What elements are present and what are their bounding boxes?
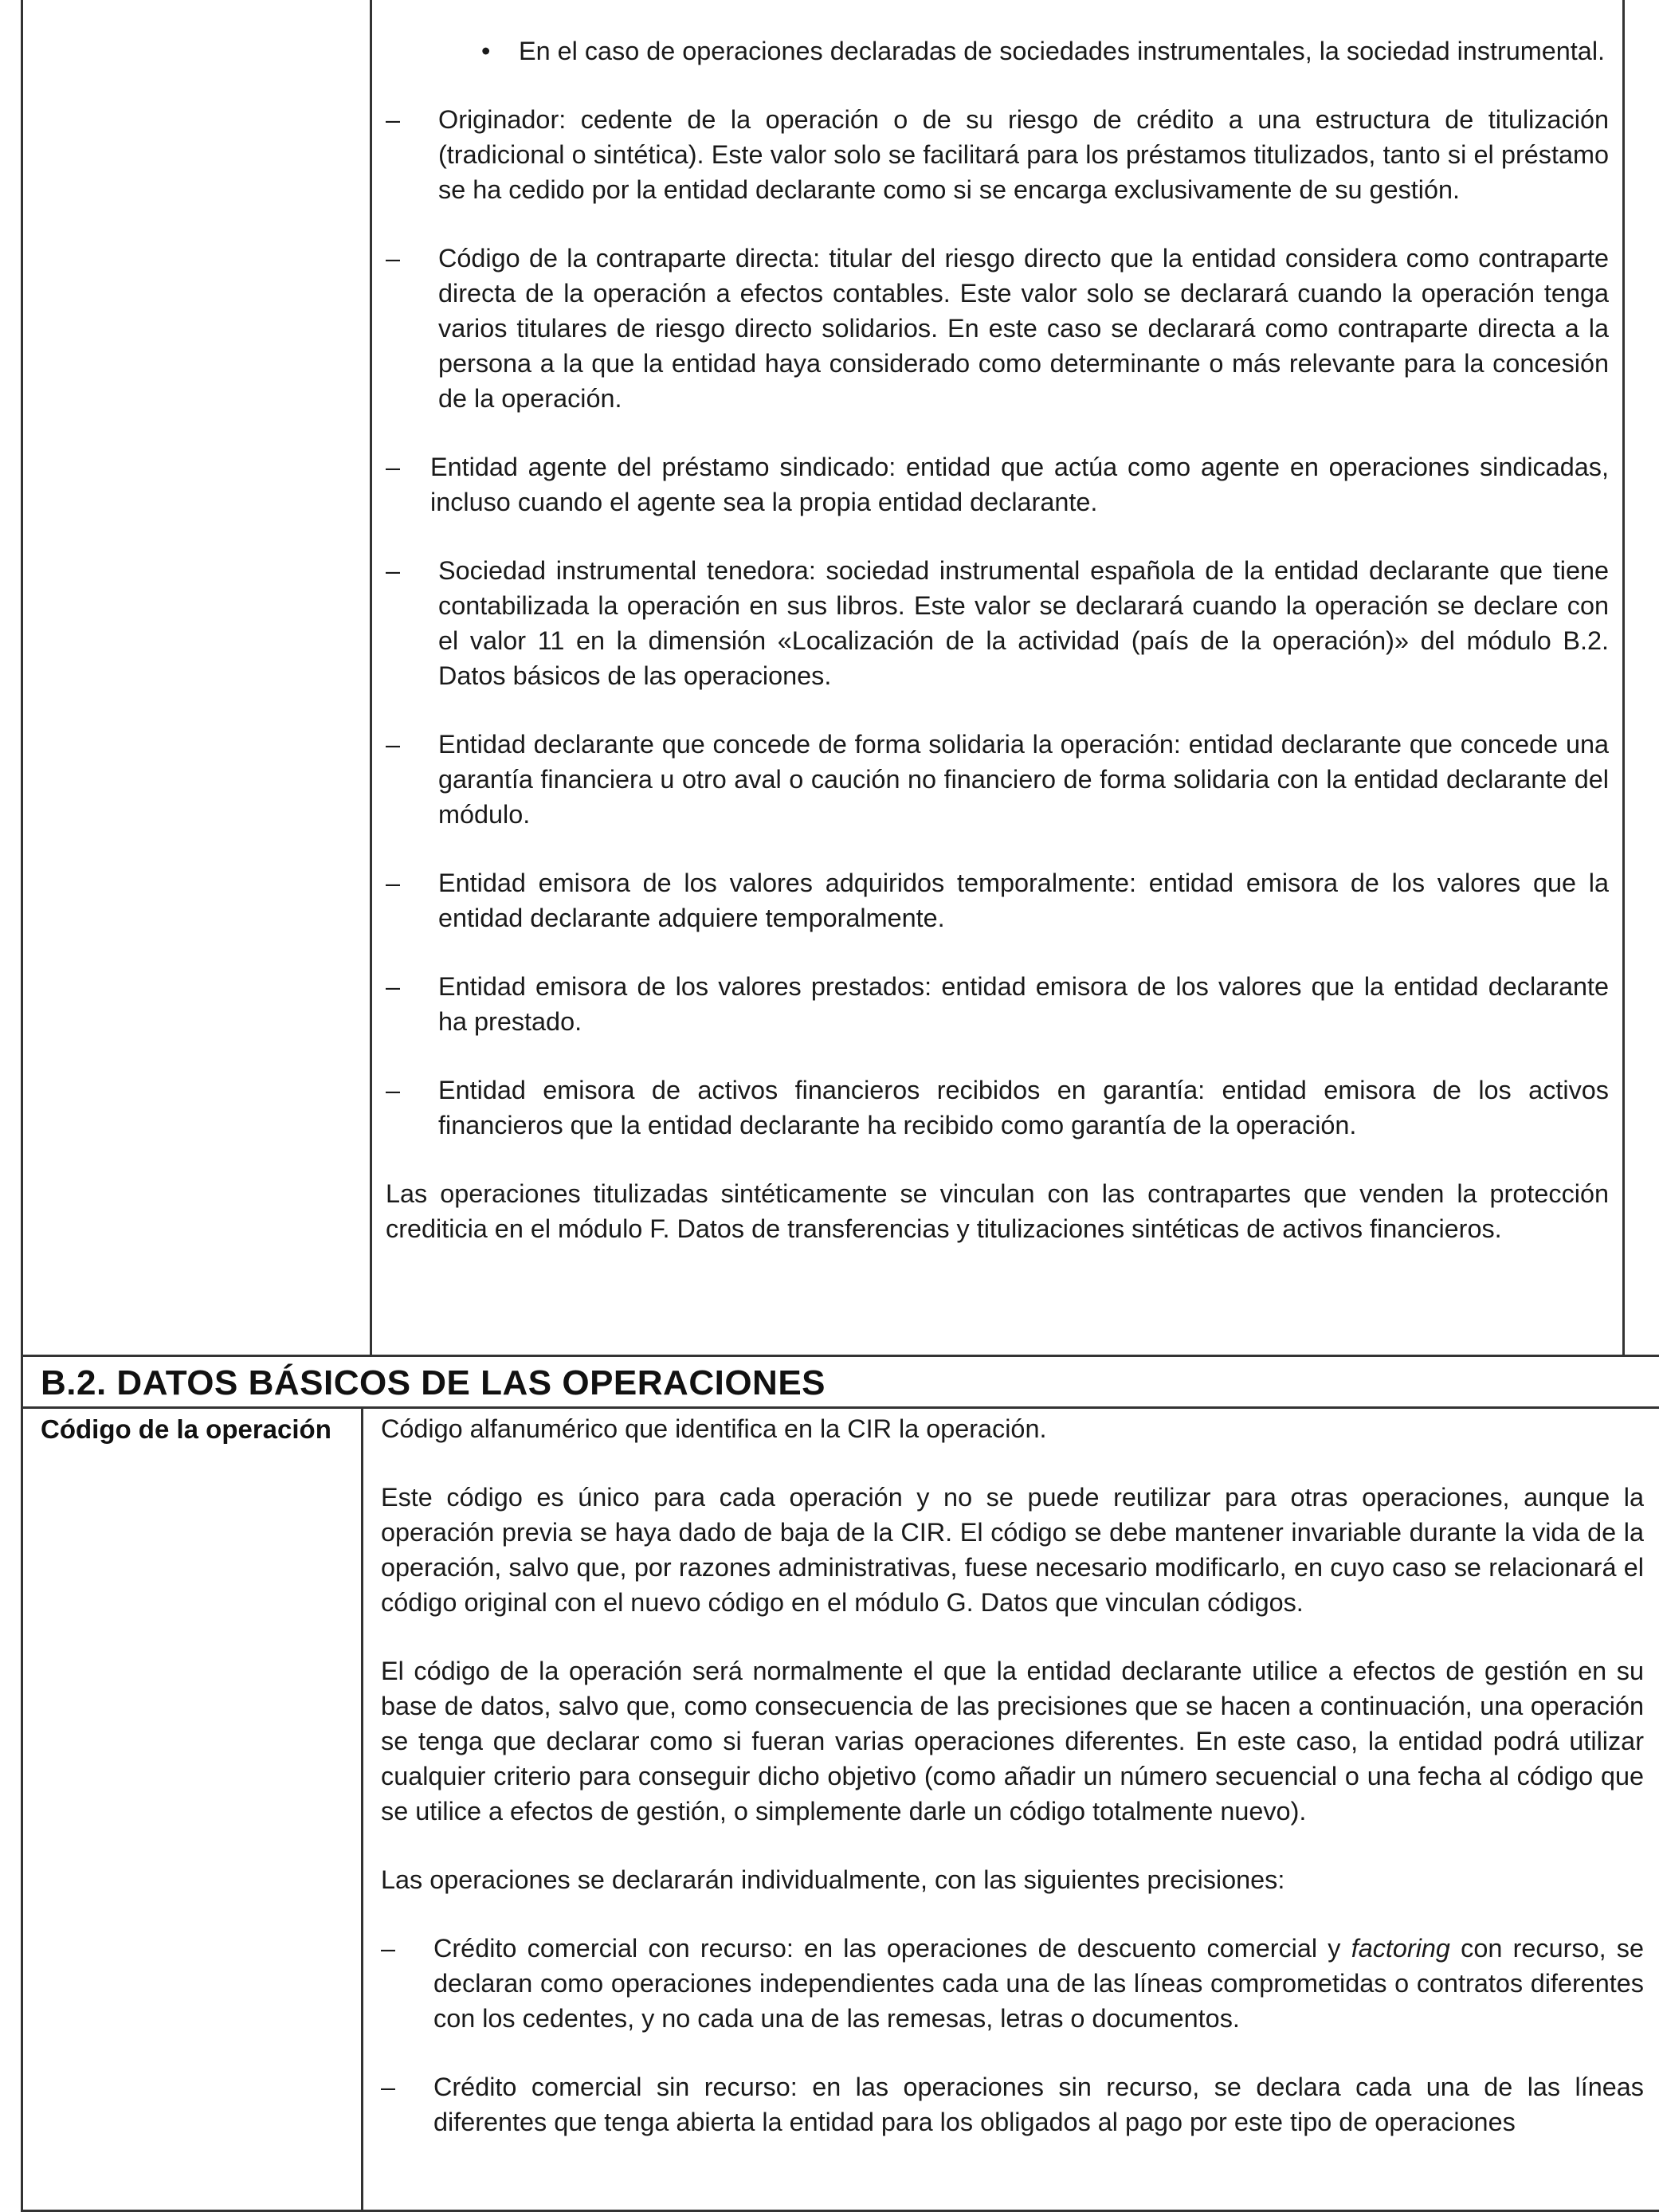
field-label: Código de la operación — [41, 1414, 331, 1444]
list-item — [386, 865, 1609, 935]
list-item-text: Entidad agente del préstamo sindicado: entidad que actúa como agente en operaciones sindicadas, incluso cuando el agente sea la propia entidad declarante. — [430, 453, 1609, 516]
description-paragraph: Este código es único para cada operación y no se puede reutilizar para otras operaciones, aunque la operación previa se haya dado de baja de la CIR. El código se debe mantener invariable durante la vida de la operación, salvo que, por razones administrativas, fuese necesario modificarlo, en cuyo caso se relacionará el código original con el nuevo código en el módulo G. Datos que vinculan códigos. — [381, 1483, 1644, 1617]
list-item-text: Entidad declarante que concede de forma solidaria la operación: entidad declarante que concede una garantía financiera u otro aval o caución no financiero de forma solidaria con la entidad declarante del módulo. — [438, 730, 1609, 829]
description-paragraph: El código de la operación será normalmente el que la entidad declarante utilice a efectos de gestión en su base de datos, salvo que, como consecuencia de las precisiones que se hacen a continuación, una operación se tenga que declarar como si fueran varias operaciones diferentes. En este caso, la entidad podrá utilizar cualquier criterio para conseguir dicho objetivo (como añadir un número secuencial o una fecha al código que se utilice a efectos de gestión, o simplemente darle un código totalmente nuevo). — [381, 1657, 1644, 1826]
dash-icon: – — [386, 453, 401, 481]
bullet-icon: • — [481, 37, 491, 65]
dash-icon: – — [386, 1076, 401, 1104]
dash-icon: – — [381, 1934, 396, 1963]
list-item-text: Crédito comercial sin recurso: en las operaciones sin recurso, se declara cada una de las líneas diferentes que tenga abierta la entidad para los obligados al pago por este tipo de operaciones — [433, 2073, 1644, 2136]
closing-paragraph: Las operaciones titulizadas sintéticamente se vinculan con las contrapartes que venden la protección crediticia en el módulo F. Datos de transferencias y titulizaciones sintéticas de activos financieros. — [386, 1179, 1609, 1243]
top-table — [21, 0, 1625, 1355]
field-description-cell — [381, 1411, 1644, 2139]
dash-icon: – — [386, 869, 401, 897]
list-item-text: Entidad emisora de los valores adquiridos temporalmente: entidad emisora de los valores que la entidad declarante adquiere temporalmente. — [438, 869, 1609, 932]
list-item-text: Código de la contraparte directa: titular del riesgo directo que la entidad considera como contraparte directa de la operación a efectos contables. Este valor solo se declarará cuando la operación tenga varios titulares de riesgo directo solidarios. En este caso se declarará como contraparte directa a la persona a la que la entidad haya considerado como determinante o más relevante para la concesión de la operación. — [438, 244, 1609, 413]
dash-icon: – — [386, 730, 401, 759]
bullet-item-text: En el caso de operaciones declaradas de sociedades instrumentales, la sociedad instrumental. — [519, 37, 1606, 65]
top-table-content-cell — [386, 33, 1609, 1246]
list-item — [381, 2069, 1644, 2139]
list-item — [386, 241, 1609, 416]
list-item — [386, 553, 1609, 693]
dash-icon: – — [386, 105, 401, 134]
list-item — [386, 449, 1609, 520]
description-paragraph: Código alfanumérico que identifica en la CIR la operación. — [381, 1414, 1047, 1443]
dash-icon: – — [386, 556, 401, 585]
dash-icon: – — [386, 244, 401, 273]
section-heading-row — [21, 1355, 1659, 1409]
list-item-text: Entidad emisora de los valores prestados: entidad emisora de los valores que la entidad declarante ha prestado. — [438, 972, 1609, 1036]
list-item — [386, 969, 1609, 1039]
emphasis-text: factoring — [1351, 1934, 1450, 1963]
list-item — [386, 102, 1609, 207]
list-item — [386, 727, 1609, 832]
section-title: B.2. DATOS BÁSICOS DE LAS OPERACIONES — [41, 1363, 826, 1402]
dash-icon: – — [386, 972, 401, 1001]
list-item-text: Sociedad instrumental tenedora: sociedad instrumental española de la entidad declarante que tiene contabilizada la operación en sus libros. Este valor se declarará cuando la operación se declare con el valor 11 en la dimensión «Localización de la actividad (país de la operación)» del módulo B.2. Datos básicos de las operaciones. — [438, 556, 1609, 690]
list-item-text: Originador: cedente de la operación o de su riesgo de crédito a una estructura de titulización (tradicional o sintética). Este valor solo se facilitará para los préstamos titulizados, tanto si el préstamo se ha cedido por la entidad declarante como si se encarga exclusivamente de su gestión. — [438, 105, 1609, 204]
column-divider — [361, 1409, 363, 2212]
list-item-text: Entidad emisora de activos financieros recibidos en garantía: entidad emisora de los activos financieros que la entidad declarante ha recibido como garantía de la operación. — [438, 1076, 1609, 1139]
column-divider — [370, 0, 372, 1355]
description-paragraph: Las operaciones se declararán individualmente, con las siguientes precisiones: — [381, 1865, 1285, 1894]
bottom-table — [21, 1409, 1659, 2212]
list-item-text: Crédito comercial con recurso: en las operaciones de descuento comercial y factoring con recurso, se declaran como operaciones independientes cada una de las líneas comprometidas o contratos diferentes con los cedentes, y no cada una de las remesas, letras o documentos. — [433, 1934, 1644, 2033]
list-item — [386, 1073, 1609, 1143]
bullet-item — [386, 33, 1609, 69]
list-item — [381, 1931, 1644, 2036]
dash-icon: – — [381, 2073, 396, 2101]
